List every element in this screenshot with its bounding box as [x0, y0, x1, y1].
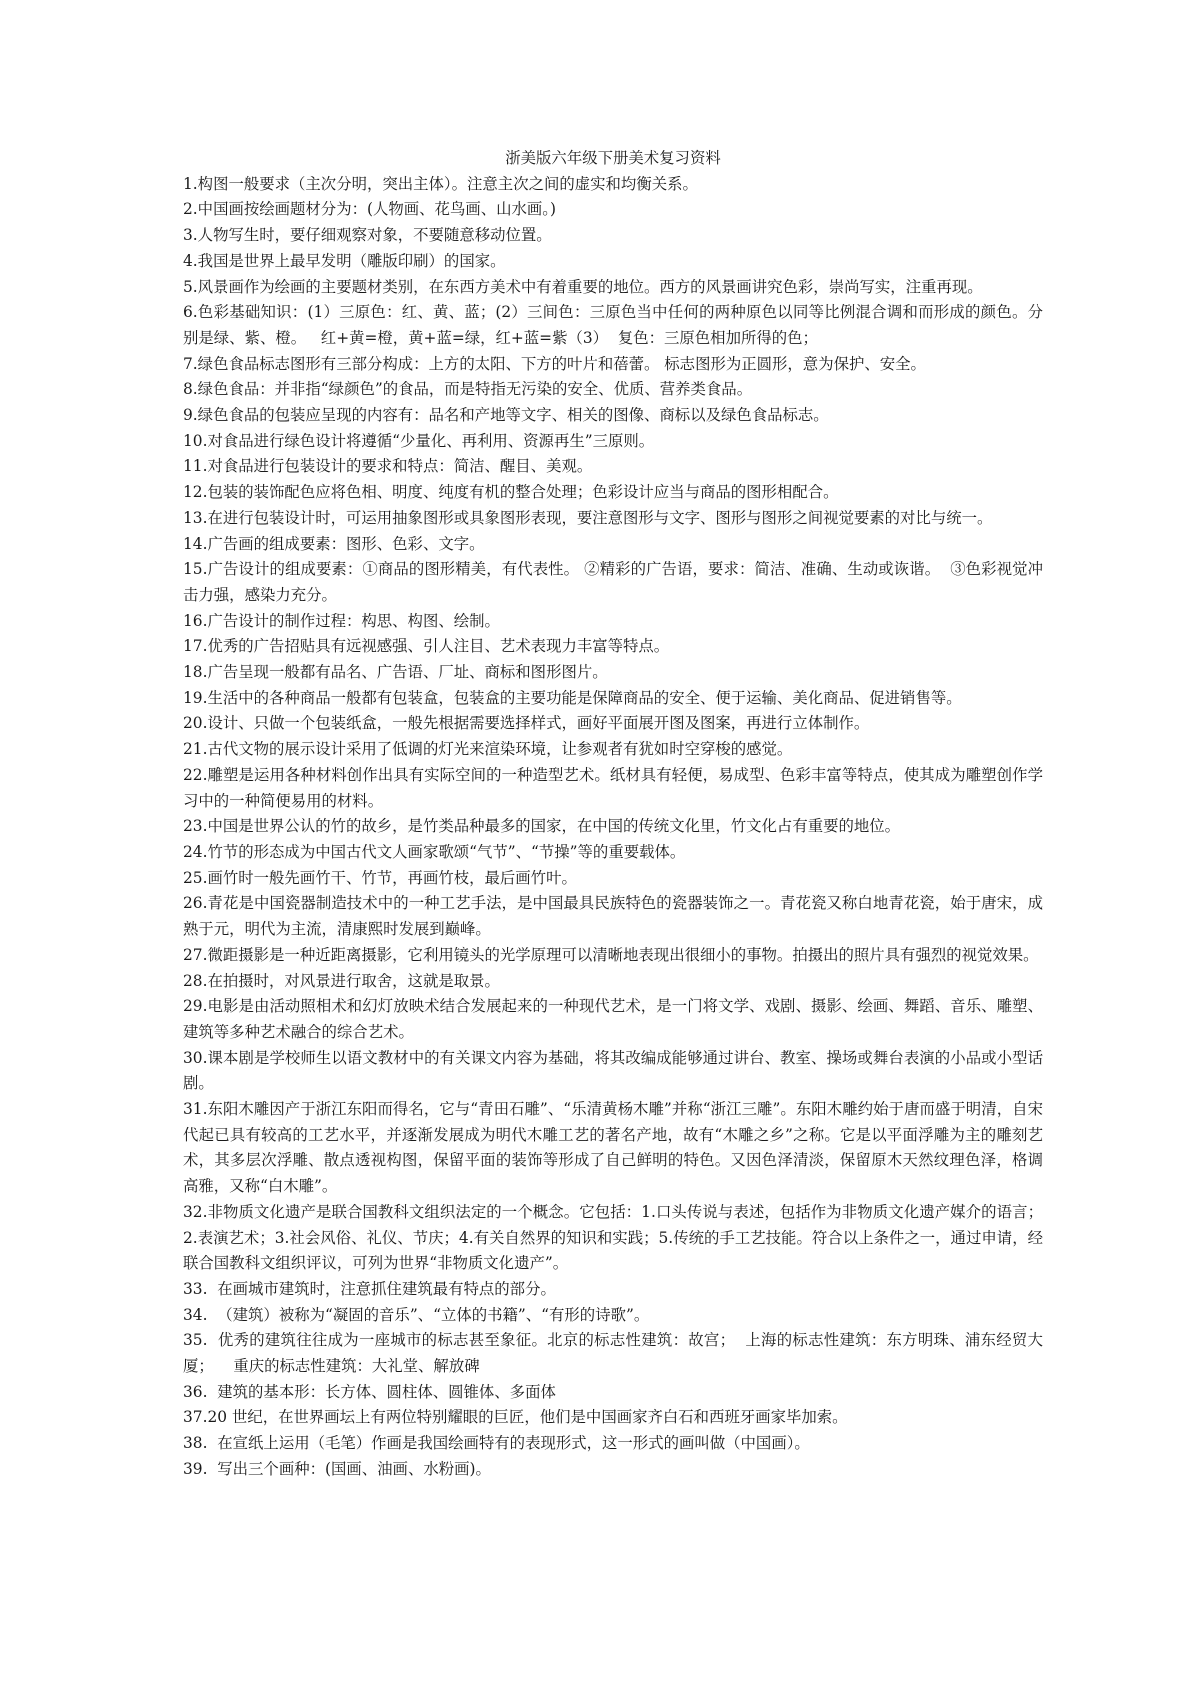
list-item: 27.微距摄影是一种近距离摄影，它利用镜头的光学原理可以清晰地表现出很细小的事物。拍摄出的照片具有强烈的视觉效果。 [183, 945, 1039, 964]
list-item: 20.设计、只做一个包装纸盒，一般先根据需要选择样式，画好平面展开图及图案，再进行立体制作。 [183, 714, 870, 733]
list-item: 16.广告设计的制作过程：构思、构图、绘制。 [183, 611, 500, 630]
list-item: 3.人物写生时，要仔细观察对象，不要随意移动位置。 [183, 226, 552, 245]
list-item: 31.东阳木雕因产于浙江东阳而得名，它与“青田石雕”、“乐清黄杨木雕”并称“浙江三雕”。东阳木雕约始于唐而盛于明清，自宋代起已具有较高的工艺水平，并逐渐发展成为明代木雕工艺的著名产地，故有“木雕之乡”之称。它是以平面浮雕为主的雕刻艺术，其多层次浮雕、散点透视构图，保留平面的装饰等形成了自己鲜明的特色。又因色泽清淡，保留原木天然纹理色泽，格调高雅，又称“白木雕”。 [183, 1100, 1043, 1196]
list-item: 2.中国画按绘画题材分为：(人物画、花鸟画、山水画。) [183, 200, 556, 219]
list-item: 34. （建筑）被称为“凝固的音乐”、“立体的书籍”、“有形的诗歌”。 [183, 1305, 650, 1324]
list-item: 28.在拍摄时，对风景进行取舍，这就是取景。 [183, 971, 500, 990]
list-item: 33. 在画城市建筑时，注意抓住建筑最有特点的部分。 [183, 1279, 556, 1298]
list-item: 36. 建筑的基本形：长方体、圆柱体、圆锥体、多面体 [183, 1382, 556, 1401]
document-title: 浙美版六年级下册美术复习资料 [505, 149, 721, 167]
list-item: 6.色彩基础知识：(1）三原色：红、黄、蓝；(2）三间色：三原色当中任何的两种原色以同等比例混合调和而形成的颜色。分别是绿、紫、橙。 红+黄=橙，黄+蓝=绿，红+蓝=紫（3） 复色：三原色相加所得的色； [183, 303, 1043, 347]
list-item: 11.对食品进行包装设计的要求和特点：简洁、醒目、美观。 [183, 457, 593, 476]
list-item: 5.风景画作为绘画的主要题材类别，在东西方美术中有着重要的地位。西方的风景画讲究色彩，崇尚写实，注重再现。 [183, 277, 983, 296]
list-item: 14.广告画的组成要素：图形、色彩、文字。 [183, 534, 485, 553]
list-item: 10.对食品进行绿色设计将遵循“少量化、再利用、资源再生”三原则。 [183, 431, 655, 450]
list-item: 30.课本剧是学校师生以语文教材中的有关课文内容为基础，将其改编成能够通过讲台、教室、操场或舞台表演的小品或小型话剧。 [183, 1048, 1043, 1093]
list-item: 9.绿色食品的包装应呈现的内容有：品名和产地等文字、相关的图像、商标以及绿色食品标志。 [183, 406, 829, 425]
list-item: 15.广告设计的组成要素：①商品的图形精美，有代表性。 ②精彩的广告语，要求：简洁、准确、生动或诙谐。 ③色彩视觉冲击力强，感染力充分。 [183, 560, 1043, 604]
list-item: 38. 在宣纸上运用（毛笔）作画是我国绘画特有的表现形式，这一形式的画叫做（中国画）。 [183, 1434, 810, 1453]
list-item: 8.绿色食品：并非指“绿颜色”的食品，而是特指无污染的安全、优质、营养类食品。 [183, 380, 753, 399]
list-item: 4.我国是世界上最早发明（雕版印刷）的国家。 [183, 251, 506, 270]
list-item: 24.竹节的形态成为中国古代文人画家歌颂“气节”、“节操”等的重要载体。 [183, 842, 686, 861]
list-item: 7.绿色食品标志图形有三部分构成：上方的太阳、下方的叶片和蓓蕾。 标志图形为正圆形，意为保护、安全。 [183, 354, 926, 373]
list-item: 17.优秀的广告招贴具有远视感强、引人注目、艺术表现力丰富等特点。 [183, 637, 670, 656]
list-item: 26.青花是中国瓷器制造技术中的一种工艺手法，是中国最具民族特色的瓷器装饰之一。青花瓷又称白地青花瓷，始于唐宋，成熟于元，明代为主流，清康熙时发展到巅峰。 [183, 894, 1043, 939]
list-item: 37.20 世纪，在世界画坛上有两位特别耀眼的巨匠，他们是中国画家齐白石和西班牙画家毕加索。 [183, 1408, 848, 1427]
list-item: 21.古代文物的展示设计采用了低调的灯光来渲染环境，让参观者有犹如时空穿梭的感觉。 [183, 740, 793, 759]
item-list [183, 172, 1043, 1483]
list-item: 1.构图一般要求（主次分明，突出主体）。注意主次之间的虚实和均衡关系。 [183, 174, 698, 193]
list-item: 35. 优秀的建筑往往成为一座城市的标志甚至象征。北京的标志性建筑：故宫； 上海的标志性建筑：东方明珠、浦东经贸大厦； 重庆的标志性建筑：大礼堂、解放碑 [183, 1331, 1043, 1376]
list-item: 12.包装的装饰配色应将色相、明度、纯度有机的整合处理；色彩设计应当与商品的图形相配合。 [183, 483, 839, 502]
list-item: 32.非物质文化遗产是联合国教科文组织法定的一个概念。它包括：1.口头传说与表述，包括作为非物质文化遗产媒介的语言；2.表演艺术；3.社会风俗、礼仪、节庆；4.有关自然界的知识和实践；5.传统的手工艺技能。符合以上条件之一，通过申请，经联合国教科文组织评议，可列为世界“非物质文化遗产”。 [183, 1202, 1043, 1273]
list-item: 13.在进行包装设计时，可运用抽象图形或具象图形表现，要注意图形与文字、图形与图形之间视觉要素的对比与统一。 [183, 508, 993, 527]
list-item: 29.电影是由活动照相术和幻灯放映术结合发展起来的一种现代艺术，是一门将文学、戏剧、摄影、绘画、舞蹈、音乐、雕塑、建筑等多种艺术融合的综合艺术。 [183, 997, 1043, 1041]
list-item: 23.中国是世界公认的竹的故乡，是竹类品种最多的国家，在中国的传统文化里，竹文化占有重要的地位。 [183, 817, 901, 836]
list-item: 25.画竹时一般先画竹干、竹节，再画竹枝，最后画竹叶。 [183, 868, 577, 887]
list-item: 19.生活中的各种商品一般都有包装盒，包装盒的主要功能是保障商品的安全、便于运输、美化商品、促进销售等。 [183, 688, 962, 707]
list-item: 22.雕塑是运用各种材料创作出具有实际空间的一种造型艺术。纸材具有轻便，易成型、色彩丰富等特点，使其成为雕塑创作学习中的一种简便易用的材料。 [183, 765, 1043, 810]
list-item: 39. 写出三个画种：(国画、油画、水粉画)。 [183, 1459, 491, 1478]
list-item: 18.广告呈现一般都有品名、广告语、厂址、商标和图形图片。 [183, 663, 608, 682]
document-body [183, 146, 1043, 1483]
